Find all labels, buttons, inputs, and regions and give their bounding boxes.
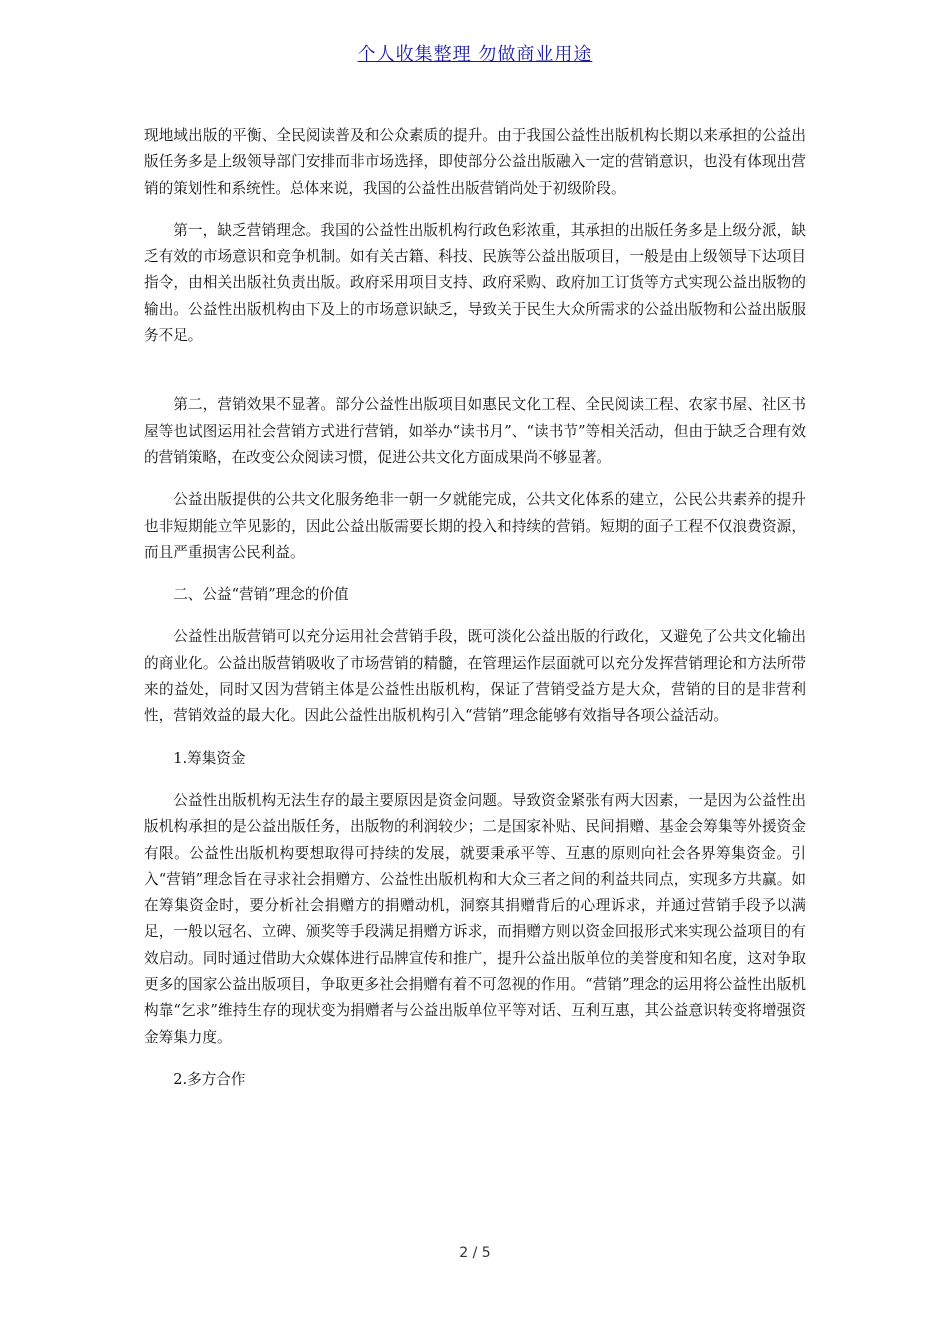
section-heading-value: 二、公益“营销”理念的价值 xyxy=(173,586,349,604)
paragraph-point-two: 第二，营销效果不显著。部分公益性出版项目如惠民文化工程、全民阅读工程、农家书屋、社区书屋等也试图运用社会营销方式进行营销，如举办“读书月”、“读书节”等相关活动，但由于缺乏合理有效的营销策略，在改变公众阅读习惯，促进公共文化方面成果尚不够显著。 xyxy=(144,396,806,466)
paragraph-intro-continued: 现地域出版的平衡、全民阅读普及和公众素质的提升。由于我国公益性出版机构长期以来承担的公益出版任务多是上级领导部门安排而非市场选择，即使部分公益出版融入一定的营销意识，也没有体现出营销的策划性和系统性。总体来说，我国的公益性出版营销尚处于初级阶段。 xyxy=(144,127,806,197)
paragraph-fundraising: 公益性出版机构无法生存的最主要原因是资金问题。导致资金紧张有两大因素，一是因为公益性出版机构承担的是公益出版任务，出版物的利润较少；二是国家补贴、民间捐赠、基金会筹集等外援资金有限。公益性出版机构要想取得可持续的发展，就要秉承平等、互惠的原则向社会各界筹集资金。引入“营销”理念旨在寻求社会捐赠方、公益性出版机构和大众三者之间的利益共同点，实现多方共赢。如在筹集资金时，要分析社会捐赠方的捐赠动机，洞察其捐赠背后的心理诉求，并通过营销手段予以满足，一般以冠名、立碑、颁奖等手段满足捐赠方诉求，而捐赠方则以资金回报形式来实现公益项目的有效启动。同时通过借助大众媒体进行品牌宣传和推广，提升公益出版单位的美誉度和知名度，这对争取更多的国家公益出版项目，争取更多社会捐赠有着不可忽视的作用。“营销”理念的运用将公益性出版机构靠“乞求”维持生存的现状变为捐赠者与公益出版单位平等对话、互利互惠，其公益意识转变将增强资金筹集力度。 xyxy=(144,791,806,1046)
subheading-fundraising: 1.筹集资金 xyxy=(173,749,246,767)
document-body xyxy=(144,123,806,1093)
paragraph-value: 公益性出版营销可以充分运用社会营销手段，既可淡化公益出版的行政化，又避免了公共文化输出的商业化。公益出版营销吸收了市场营销的精髓，在管理运作层面就可以充分发挥营销理论和方法所带来的益处，同时又因为营销主体是公益性出版机构，保证了营销受益方是大众，营销的目的是非营利性，营销效益的最大化。因此公益性出版机构引入“营销”理念能够有效指导各项公益活动。 xyxy=(144,628,806,725)
subheading-cooperation: 2.多方合作 xyxy=(173,1070,246,1088)
page-header xyxy=(0,40,950,66)
paragraph-long-term: 公益出版提供的公共文化服务绝非一朝一夕就能完成，公共文化体系的建立，公民公共素养的提升也非短期能立竿见影的，因此公益出版需要长期的投入和持续的营销。短期的面子工程不仅浪费资源，而且严重损害公民利益。 xyxy=(144,491,806,561)
paragraph-point-one: 第一，缺乏营销理念。我国的公益性出版机构行政色彩浓重，其承担的出版任务多是上级分派，缺乏有效的市场意识和竞争机制。如有关古籍、科技、民族等公益出版项目，一般是由上级领导下达项目指令，由相关出版社负责出版。政府采用项目支持、政府采购、政府加工订货等方式实现公益出版物的输出。公益性出版机构由下及上的市场意识缺乏，导致关于民生大众所需求的公益出版物和公益出版服务不足。 xyxy=(144,221,806,345)
page-number: 2 / 5 xyxy=(459,1245,491,1261)
header-text: 个人收集整理 勿做商业用途 xyxy=(357,44,593,65)
